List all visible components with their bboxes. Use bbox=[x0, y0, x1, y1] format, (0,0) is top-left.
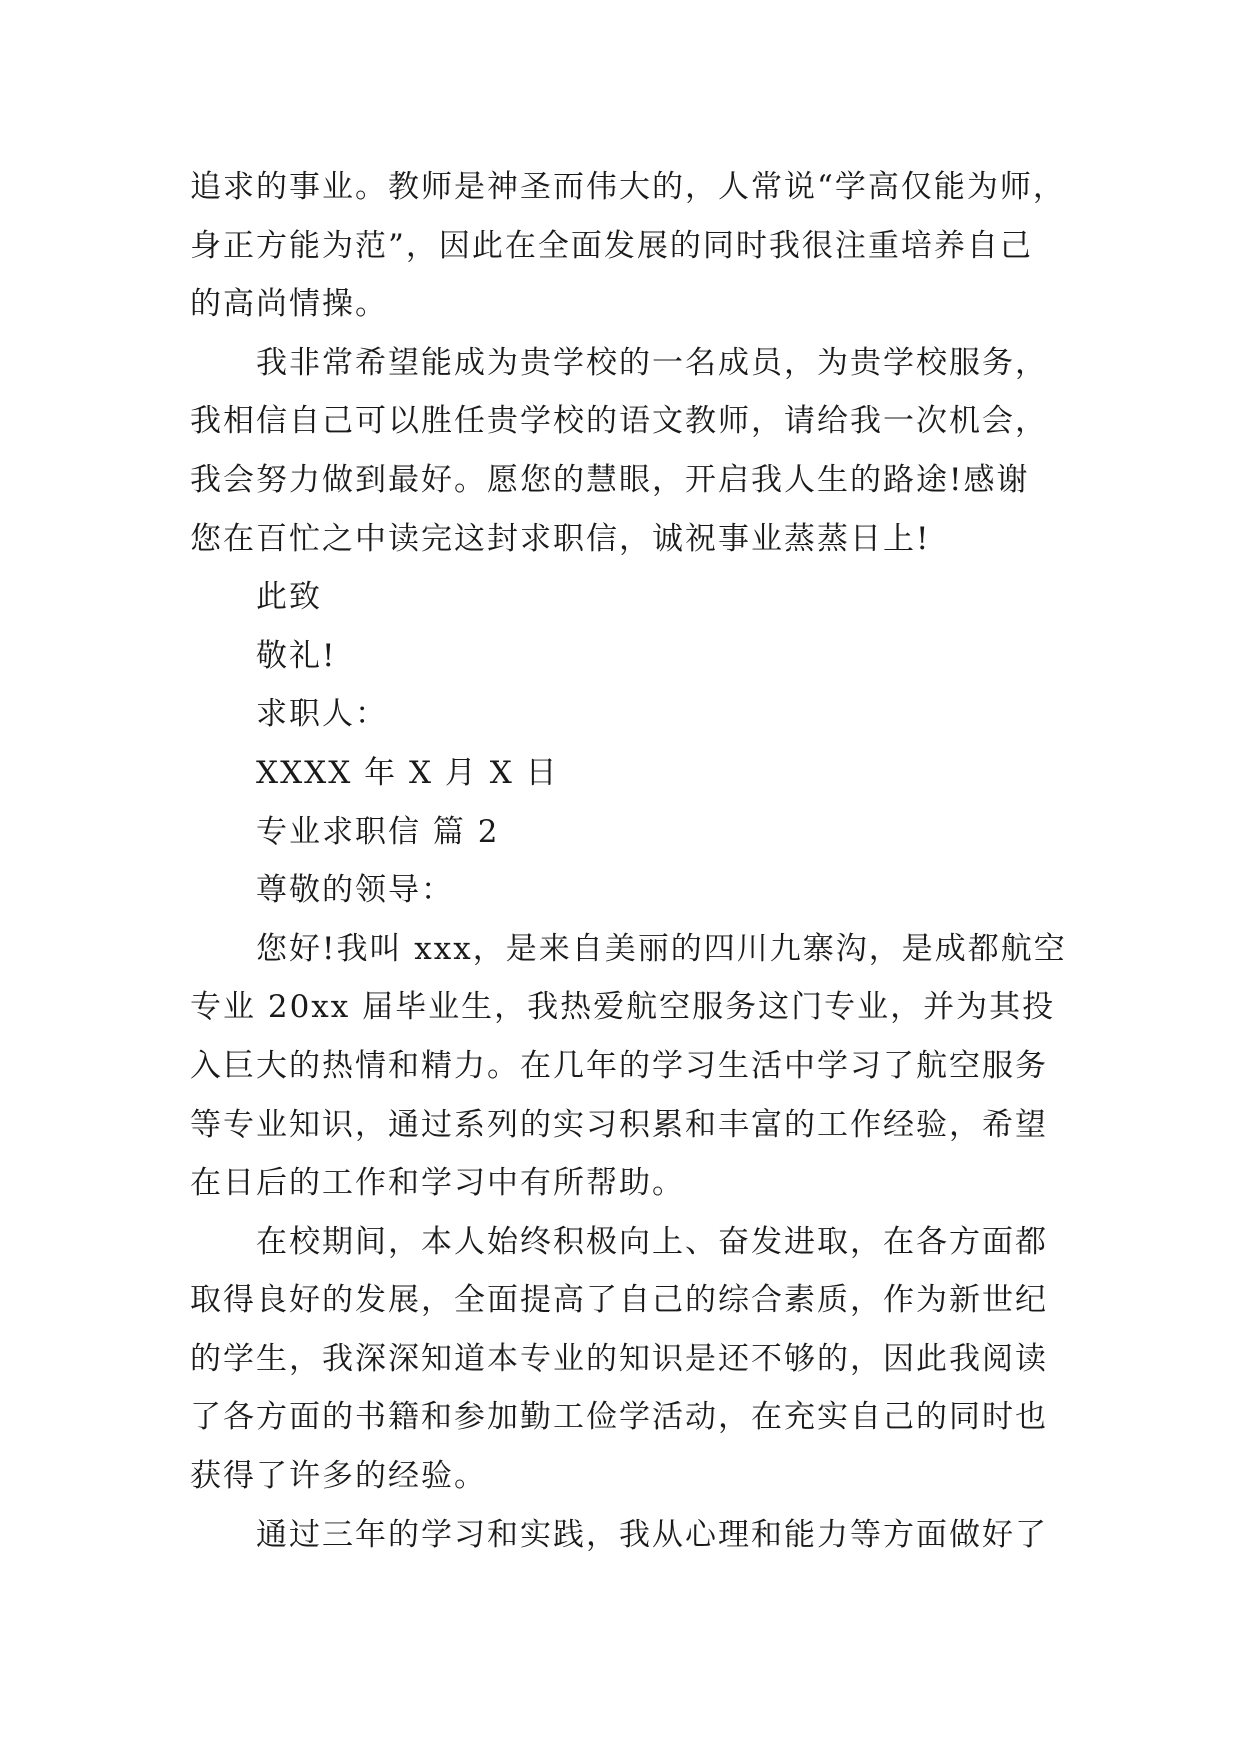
text-line: 尊敬的领导： bbox=[256, 872, 454, 909]
text-line: 身正方能为范”，因此在全面发展的同时我很注重培养自己 bbox=[190, 227, 1033, 264]
text-line: 通过三年的学习和实践，我从心理和能力等方面做好了 bbox=[256, 1516, 1048, 1553]
text-line: 的高尚情操。 bbox=[190, 286, 388, 323]
text-line: 专业 20xx 届毕业生，我热爱航空服务这门专业，并为其投 bbox=[190, 989, 1056, 1026]
text-line: 您好!我叫 xxx，是来自美丽的四川九寨沟，是成都航空 bbox=[256, 930, 1067, 967]
text-line: 的学生，我深深知道本专业的知识是还不够的，因此我阅读 bbox=[190, 1340, 1048, 1377]
text-line: XXXX 年 X 月 X 日 bbox=[256, 754, 559, 791]
document-body bbox=[190, 158, 1067, 1564]
text-line: 入巨大的热情和精力。在几年的学习生活中学习了航空服务 bbox=[190, 1047, 1048, 1084]
text-line: 在校期间，本人始终积极向上、奋发进取，在各方面都 bbox=[256, 1223, 1048, 1260]
text-line: 追求的事业。教师是神圣而伟大的，人常说“学高仅能为师， bbox=[190, 169, 1066, 205]
text-line: 求职人： bbox=[256, 696, 388, 733]
text-line: 敬礼! bbox=[256, 637, 337, 674]
text-line: 我非常希望能成为贵学校的一名成员，为贵学校服务， bbox=[256, 344, 1048, 381]
text-line: 我相信自己可以胜任贵学校的语文教师，请给我一次机会， bbox=[190, 403, 1048, 440]
text-line: 您在百忙之中读完这封求职信，诚祝事业蒸蒸日上! bbox=[190, 520, 931, 557]
text-line: 在日后的工作和学习中有所帮助。 bbox=[190, 1165, 685, 1202]
text-line: 专业求职信 篇 2 bbox=[256, 813, 500, 850]
text-line: 了各方面的书籍和参加勤工俭学活动，在充实自己的同时也 bbox=[190, 1399, 1048, 1436]
text-line: 等专业知识，通过系列的实习积累和丰富的工作经验，希望 bbox=[190, 1106, 1048, 1143]
text-line: 我会努力做到最好。愿您的慧眼，开启我人生的路途!感谢 bbox=[190, 461, 1030, 498]
text-line: 获得了许多的经验。 bbox=[190, 1458, 487, 1495]
text-line: 此致 bbox=[256, 579, 322, 616]
text-line: 取得良好的发展，全面提高了自己的综合素质，作为新世纪 bbox=[190, 1282, 1048, 1319]
